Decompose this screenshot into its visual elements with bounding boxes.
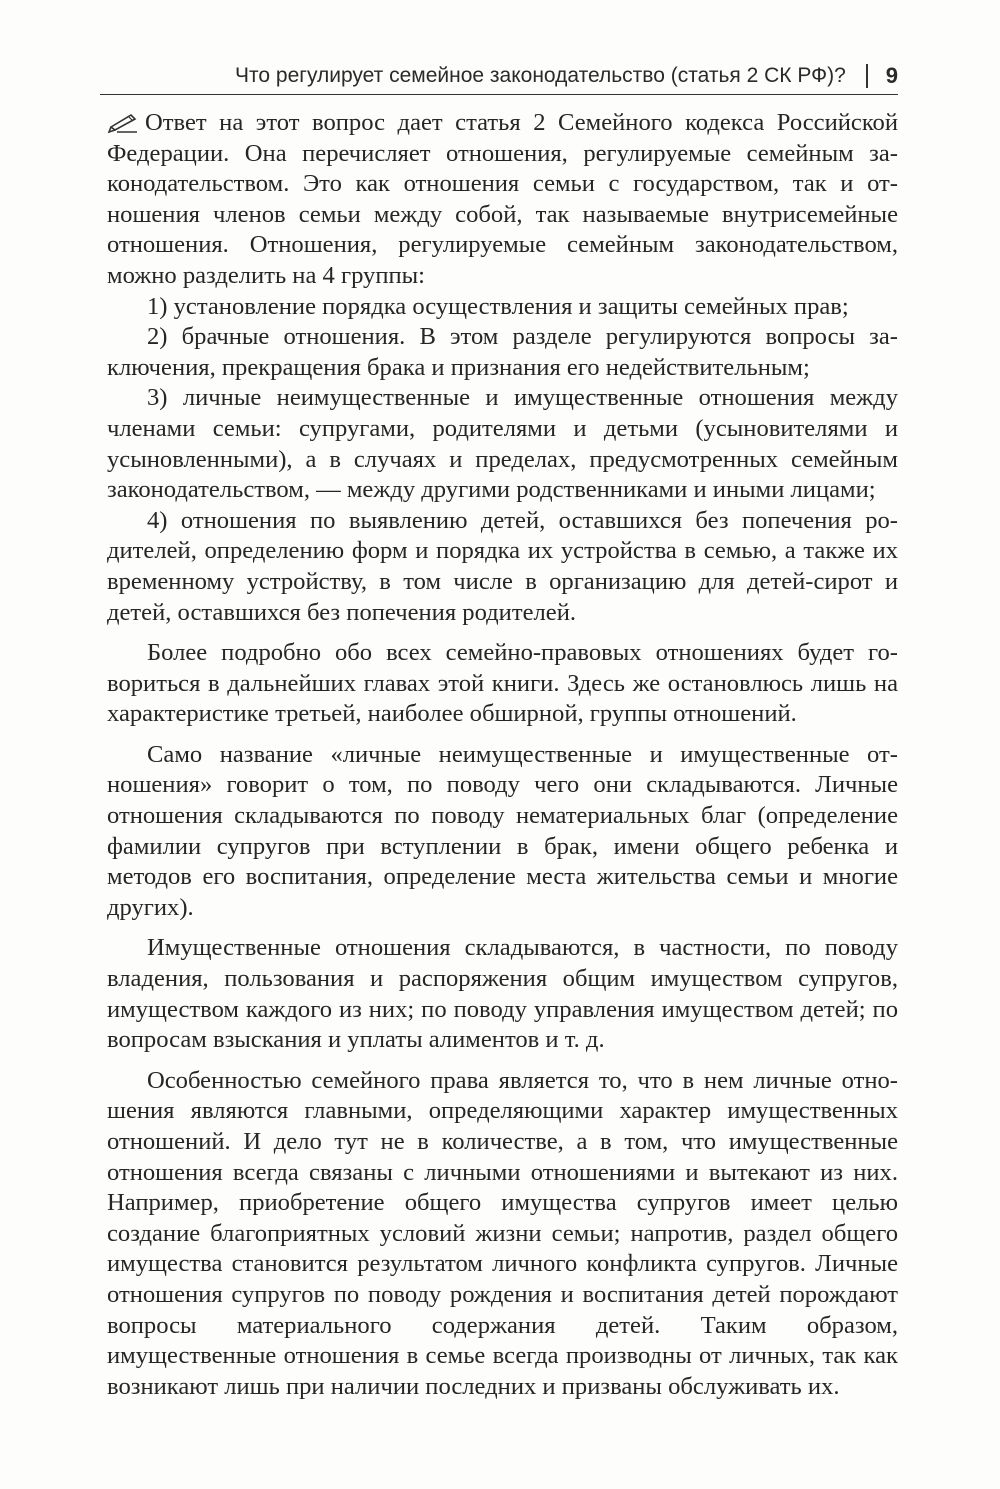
header-separator (866, 64, 868, 88)
paragraph-2: Само название «личные неимущественные и имущественные отношения» говорит о том, по поводу чего они складываются. Личные отношения складываются по поводу нематериальных благ (определение фамилии супругов при вступлении в брак, имени общего ребенка и методов его воспитания, определение места жительства семьи и многие других). (107, 740, 898, 921)
list-item-3: 3) личные неимущественные и имущественные отношения между членами семьи: супругами, родителями и детьми (усыновителями и усыновленными), а в случаях и пределах, предусмотренных семейным законодательством, — между другими родственниками и иными лицами; (107, 384, 898, 504)
paragraph-3: Имущественные отношения складываются, в частности, по поводу владения, пользования и распоряжения общим имуществом супругов, имуществом каждого из них; по поводу управления имуществом детей; по вопросам взыскания и уплаты алиментов и т. д. (107, 934, 898, 1054)
paragraph-1: Более подробно обо всех семейно-правовых отношениях будет говориться в дальнейших главах этой книги. Здесь же остановлюсь лишь на характеристике третьей, наиболее обширной, группы отношений. (107, 639, 898, 728)
intro-text: Ответ на этот вопрос дает статья 2 Семейного кодекса Российской Федерации. Она перечисляет отношения, регулируемые семейным законодательством. Это как отношения семьи с государством, так и отношения членов семьи между собой, так называемые внутрисемейные отношения. Отношения, регулируемые семейным законодательством, можно разделить на 4 группы: (107, 109, 898, 289)
list-item-1: 1) установление порядка осуществления и защиты семейных прав; (147, 292, 849, 320)
page-body (107, 108, 898, 1402)
paragraph-4: Особенностью семейного права является то, что в нем личные отношения являются главными, определяющими характер имущественных отношений. И дело тут не в количестве, а в том, что имущественные отношения всегда связаны с личными отношениями и вытекают из них. Например, приобретение общего имущества супругов имеет целью создание благоприятных условий жизни семьи; напротив, раздел общего имущества становится результатом личного конфликта супругов. Личные отношения супругов по поводу рождения и воспитания детей порождают вопросы материального содержания детей. Таким образом, имущественные отношения в семье всегда производны от личных, так как возникают лишь при наличии последних и призваны обслуживать их. (107, 1066, 898, 1400)
list-item-4: 4) отношения по выявлению детей, оставшихся без попечения родителей, определению форм и порядка их устройства в семью, а также их временному устройству, в том числе в организацию для детей-сирот и детей, оставшихся без попечения родителей. (107, 506, 898, 626)
page-number: 9 (885, 63, 898, 88)
list-item-2: 2) брачные отношения. В этом разделе регулируются вопросы заключения, прекращения брака и признания его недействительным; (107, 323, 898, 381)
header-title: Что регулирует семейное законодательство (статья 2 СК РФ)? (235, 64, 846, 87)
intro-paragraph (107, 108, 898, 292)
running-header (100, 58, 898, 95)
pen-writing-icon (107, 111, 141, 133)
